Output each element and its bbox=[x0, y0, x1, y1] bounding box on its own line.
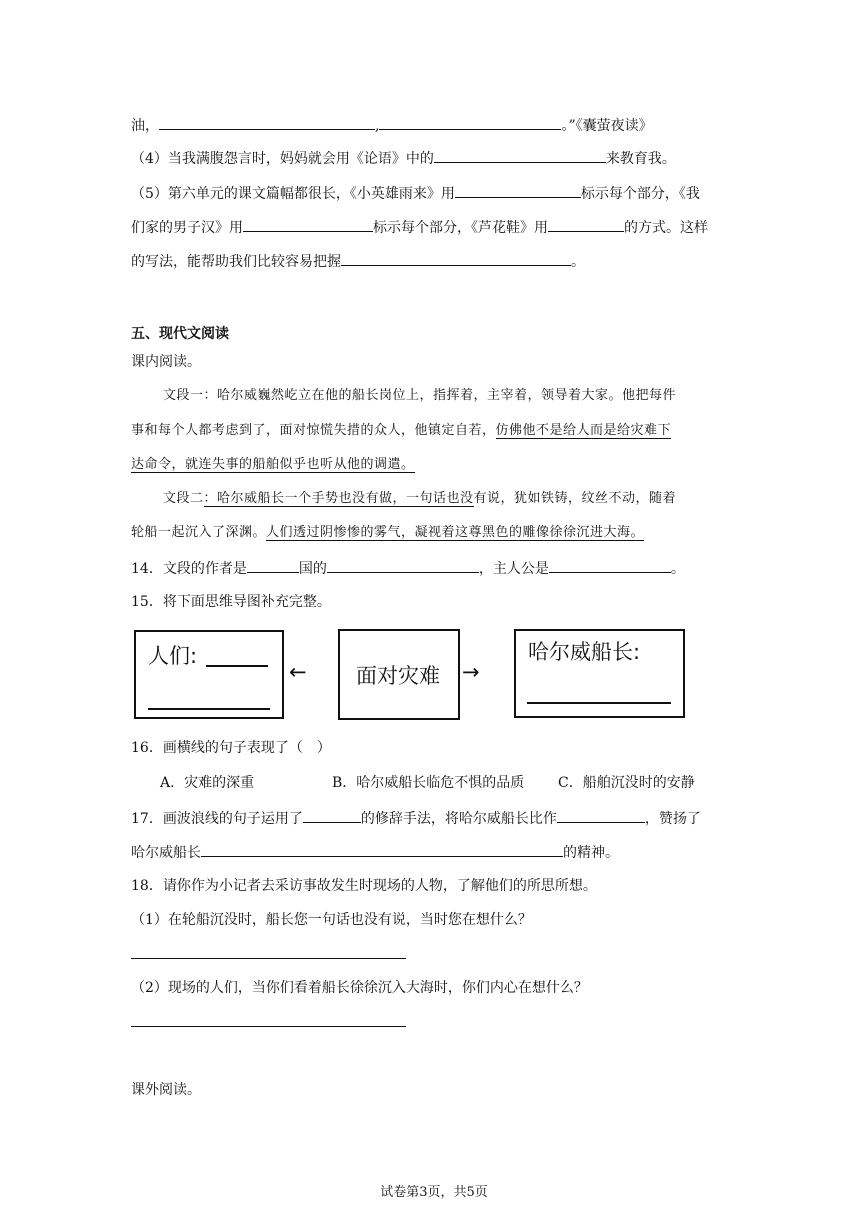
mindmap-right-blank[interactable] bbox=[527, 702, 671, 704]
mindmap-left-blank-2[interactable] bbox=[148, 708, 270, 710]
answer-blank[interactable] bbox=[201, 841, 563, 857]
passage-2-line-1: 文段二：哈尔威船长一个手势也没有做，一句话也没有说，犹如铁铸，纹丝不动，随着 bbox=[163, 491, 677, 506]
answer-line-2[interactable] bbox=[131, 1026, 406, 1027]
question-17-line-1: 17．画波浪线的句子运用了 的修辞手法，将哈尔威船长比作 ，赞扬了 bbox=[131, 807, 701, 829]
passage-1-line-1: 文段一：哈尔威巍然屹立在他的船长岗位上，指挥着，主宰着，领导着大家。他把每件 bbox=[163, 388, 677, 403]
question-5-line-3: 的写法，能帮助我们比较容易把握 。 bbox=[131, 250, 585, 272]
question-18-sub-2: （2）现场的人们，当你们看着船长徐徐沉入大海时，你们内心在想什么？ bbox=[131, 980, 588, 996]
answer-blank[interactable] bbox=[455, 182, 581, 198]
extra-reading-title: 课外阅读。 bbox=[131, 1082, 201, 1098]
left-arrow-icon: ← bbox=[289, 660, 307, 684]
underlined-sentence: ：哈尔威船长一个手势也没有做，一句话也没 bbox=[203, 491, 474, 506]
question-5-line-2: 们家的男子汉》用 标示每个部分，《芦花鞋》用 的方式。这样 bbox=[131, 216, 708, 238]
question-17-line-2: 哈尔威船长 的精神。 bbox=[131, 841, 619, 863]
question-15: 15．将下面思维导图补充完整。 bbox=[131, 594, 331, 610]
answer-line-1[interactable] bbox=[131, 958, 406, 959]
option-c[interactable]: C．船舶沉没时的安静 bbox=[558, 775, 695, 791]
question-5-line-1: （5）第六单元的课文篇幅都很长，《小英雄雨来》用 标示每个部分，《我 bbox=[131, 182, 700, 204]
question-18: 18．请你作为小记者去采访事故发生时现场的人物，了解他们的所思所想。 bbox=[131, 878, 597, 894]
mindmap-left-blank-1[interactable] bbox=[206, 665, 268, 667]
answer-blank[interactable] bbox=[327, 557, 479, 573]
section-title: 五、现代文阅读 bbox=[131, 326, 229, 342]
right-arrow-icon: → bbox=[462, 660, 480, 684]
answer-blank[interactable] bbox=[247, 557, 299, 573]
option-a[interactable]: A．灾难的深重 bbox=[160, 775, 255, 791]
answer-blank[interactable] bbox=[341, 250, 571, 266]
wavy-underlined-sentence: 达命令，就连失事的船舶似乎也听从他的调遣。 bbox=[131, 457, 415, 472]
mindmap-right-label: 哈尔威船长: bbox=[528, 640, 641, 664]
passage-1-line-2: 事和每个人都考虑到了，面对惊慌失措的众人，他镇定自若，仿佛他不是给人而是给灾难下 bbox=[131, 423, 672, 438]
answer-blank[interactable] bbox=[548, 216, 624, 232]
underlined-sentence: 人们透过阴惨惨的雾气，凝视着这尊黑色的雕像徐徐沉进大海。 bbox=[266, 525, 645, 540]
answer-blank[interactable] bbox=[303, 807, 361, 823]
option-b[interactable]: B．哈尔威船长临危不惧的品质 bbox=[332, 775, 525, 791]
section-subtitle: 课内阅读。 bbox=[131, 354, 201, 370]
page-footer: 试卷第3页，共5页 bbox=[380, 1185, 488, 1200]
answer-blank[interactable] bbox=[159, 114, 375, 130]
answer-blank[interactable] bbox=[557, 807, 645, 823]
answer-blank[interactable] bbox=[243, 216, 373, 232]
mindmap-center-label: 面对灾难 bbox=[356, 664, 440, 688]
poem-suffix: 。”《囊萤夜读》 bbox=[561, 118, 653, 134]
answer-blank[interactable] bbox=[434, 147, 606, 163]
question-18-sub-1: （1）在轮船沉没时，船长您一句话也没有说，当时您在想什么？ bbox=[131, 912, 532, 928]
question-4: （4）当我满腹怨言时，妈妈就会用《论语》中的 来教育我。 bbox=[131, 147, 676, 169]
poem-fill-line: 油， , 。”《囊萤夜读》 bbox=[131, 114, 653, 136]
mindmap-left-label: 人们: bbox=[148, 644, 198, 668]
answer-blank[interactable] bbox=[549, 557, 671, 573]
question-14: 14．文段的作者是 国的 ，主人公是 。 bbox=[131, 557, 685, 579]
question-16: 16．画横线的句子表现了（ ） bbox=[131, 740, 331, 756]
answer-blank[interactable] bbox=[379, 114, 561, 130]
passage-1-line-3 bbox=[131, 455, 415, 475]
wavy-underlined-sentence: 仿佛他不是给人而是给灾难下 bbox=[495, 423, 672, 438]
poem-prefix: 油， bbox=[131, 118, 159, 134]
passage-2-line-2: 轮船一起沉入了深渊。人们透过阴惨惨的雾气，凝视着这尊黑色的雕像徐徐沉进大海。 bbox=[131, 525, 645, 540]
